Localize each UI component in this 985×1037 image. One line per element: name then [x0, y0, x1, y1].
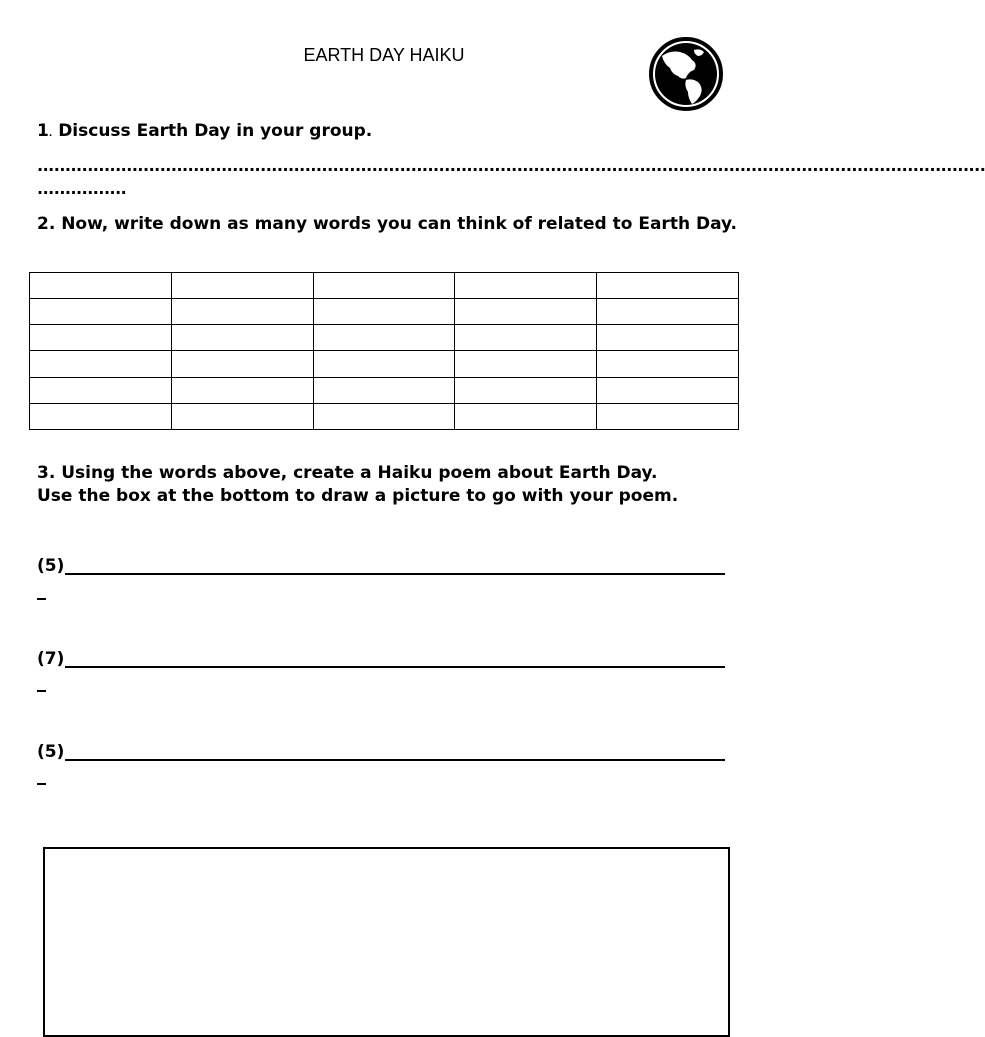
- word-grid-row: [30, 377, 739, 403]
- word-grid-cell[interactable]: [597, 273, 739, 299]
- word-grid-cell[interactable]: [455, 325, 597, 351]
- word-grid-cell[interactable]: [171, 299, 313, 325]
- word-grid-cell[interactable]: [171, 273, 313, 299]
- question-3-line-1: 3. Using the words above, create a Haiku poem about Earth Day.: [37, 463, 658, 483]
- word-grid-row: [30, 351, 739, 377]
- word-grid-row: [30, 299, 739, 325]
- globe-icon: [648, 36, 724, 112]
- word-grid-cell[interactable]: [171, 403, 313, 429]
- word-grid-cell[interactable]: [30, 351, 172, 377]
- word-grid-cell[interactable]: [30, 377, 172, 403]
- word-grid-row: [30, 273, 739, 299]
- word-grid-cell[interactable]: [597, 377, 739, 403]
- word-grid-cell[interactable]: [597, 351, 739, 377]
- word-grid-cell[interactable]: [313, 299, 455, 325]
- word-grid-cell[interactable]: [313, 273, 455, 299]
- worksheet-title: EARTH DAY HAIKU: [303, 45, 465, 65]
- word-grid-cell[interactable]: [597, 403, 739, 429]
- haiku-line-2-continuation: [37, 690, 46, 692]
- word-grid-cell[interactable]: [30, 299, 172, 325]
- haiku-line-3-label: (5): [37, 742, 65, 762]
- question-1: [37, 120, 372, 146]
- word-grid-cell[interactable]: [597, 325, 739, 351]
- word-grid-cell[interactable]: [455, 273, 597, 299]
- question-3-line-2: Use the box at the bottom to draw a picture to go with your poem.: [37, 486, 679, 506]
- word-grid-cell[interactable]: [171, 377, 313, 403]
- question-1-number: 1: [37, 121, 49, 141]
- haiku-line-1-label: (5): [37, 556, 65, 576]
- word-grid-cell[interactable]: [455, 377, 597, 403]
- word-grid-cell[interactable]: [597, 299, 739, 325]
- answer-dotted-line-2[interactable]: ................: [37, 179, 127, 198]
- question-3: [37, 462, 752, 508]
- haiku-line-1[interactable]: [65, 573, 725, 575]
- word-grid-row: [30, 325, 739, 351]
- question-1-text: Discuss Earth Day in your group.: [58, 121, 373, 141]
- word-grid-cell[interactable]: [313, 377, 455, 403]
- word-grid-cell[interactable]: [171, 351, 313, 377]
- haiku-line-3[interactable]: [65, 759, 725, 761]
- word-grid-cell[interactable]: [455, 299, 597, 325]
- word-grid-cell[interactable]: [313, 351, 455, 377]
- word-grid-cell[interactable]: [313, 403, 455, 429]
- answer-dotted-line-1[interactable]: ..........................................................................................................................................................................: [37, 156, 985, 175]
- word-grid-cell[interactable]: [30, 403, 172, 429]
- word-grid-cell[interactable]: [455, 351, 597, 377]
- haiku-line-2-label: (7): [37, 649, 65, 669]
- word-grid: [29, 272, 739, 430]
- word-grid-cell[interactable]: [30, 325, 172, 351]
- word-grid-cell[interactable]: [455, 403, 597, 429]
- question-1-dot: .: [48, 129, 53, 139]
- word-grid-cell[interactable]: [313, 325, 455, 351]
- question-2: 2. Now, write down as many words you can think of related to Earth Day.: [37, 214, 738, 234]
- word-grid-row: [30, 403, 739, 429]
- word-grid-cell[interactable]: [171, 325, 313, 351]
- drawing-box[interactable]: [43, 847, 730, 1037]
- word-grid-cell[interactable]: [30, 273, 172, 299]
- haiku-line-3-continuation: [37, 783, 46, 785]
- haiku-line-2[interactable]: [65, 666, 725, 668]
- haiku-line-1-continuation: [37, 598, 46, 600]
